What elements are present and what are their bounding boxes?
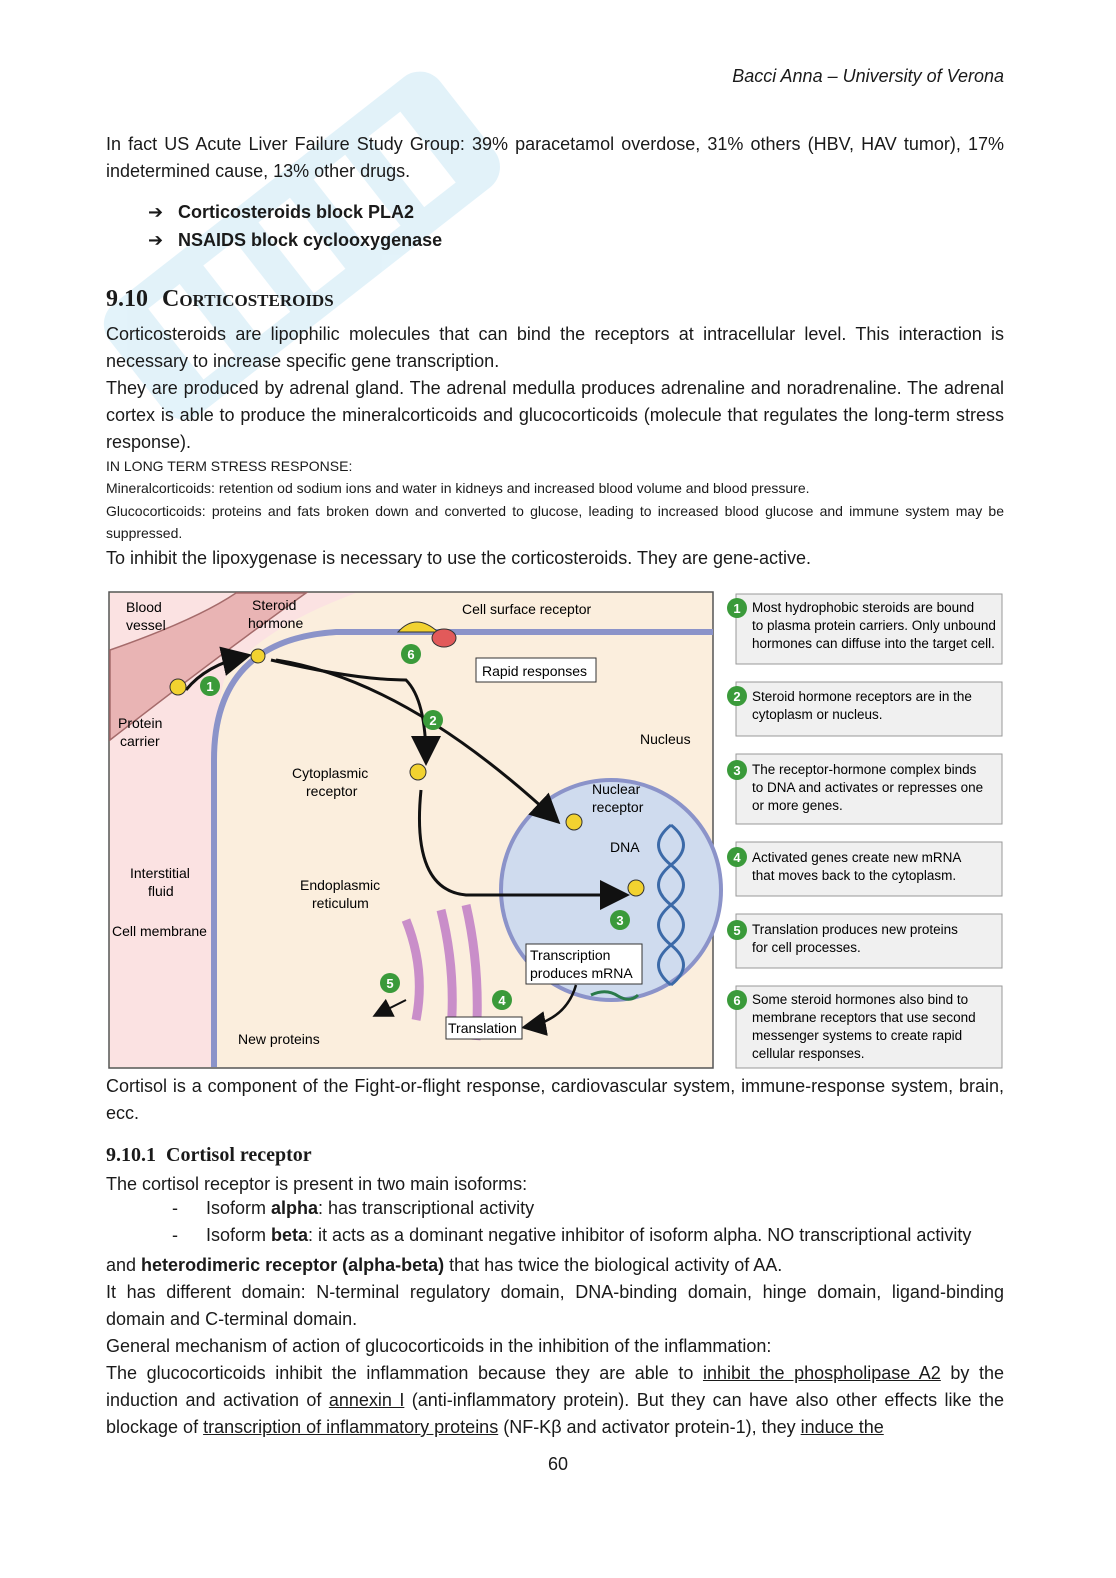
svg-text:membrane receptors that use se: membrane receptors that use second [752, 1010, 976, 1025]
label-dna: DNA [610, 839, 640, 855]
svg-text:for cell processes.: for cell processes. [752, 940, 861, 955]
membrane-enzyme [432, 629, 456, 647]
list-item: - Isoform beta: it acts as a dominant negative inhibitor of isoform alpha. NO transcriptional activity [172, 1225, 972, 1245]
step-marker [200, 676, 220, 696]
label-new-proteins: New proteins [238, 1031, 320, 1047]
arrow-icon: ➔ [148, 202, 164, 222]
svg-text:3: 3 [616, 913, 624, 928]
legend-step-2 [727, 682, 1002, 736]
svg-text:1: 1 [206, 679, 214, 694]
cytoplasmic-receptor [410, 764, 426, 780]
svg-text:carrier: carrier [120, 733, 160, 749]
svg-text:to DNA and activates or repres: to DNA and activates or represses one [752, 780, 984, 795]
paragraph: General mechanism of action of glucocorticoids in the inhibition of the inflammation: [106, 1336, 772, 1356]
step-marker [492, 990, 512, 1010]
paragraph: Cortisol is a component of the Fight-or-flight response, cardiovascular system, immune-response system, brain, ecc. [106, 1076, 1004, 1123]
svg-text:5: 5 [386, 976, 394, 991]
svg-text:or more genes.: or more genes. [752, 798, 843, 813]
svg-text:cytoplasm or nucleus.: cytoplasm or nucleus. [752, 707, 883, 722]
svg-text:2: 2 [429, 713, 437, 728]
svg-text:4: 4 [733, 850, 741, 865]
svg-text:Some steroid hormones also bin: Some steroid hormones also bind to [752, 992, 969, 1007]
svg-text:hormones can diffuse into the: hormones can diffuse into the target cell. [752, 636, 995, 651]
label-endoplasmic-reticulum: Endoplasmic [300, 877, 381, 893]
svg-text:receptor: receptor [306, 783, 358, 799]
step-marker [401, 644, 421, 664]
intro-paragraph: In fact US Acute Liver Failure Study Group: 39% paracetamol overdose, 31% others (HBV, HAV tumor), 17% indetermined cause, 13% other drugs. [106, 134, 1004, 181]
svg-text:produces mRNA: produces mRNA [530, 965, 633, 981]
legend-step-6 [727, 986, 1002, 1068]
svg-text:6: 6 [733, 993, 741, 1008]
paragraph: They are produced by adrenal gland. The adrenal medulla produces adrenaline and noradrenaline. The adrenal cortex is able to produce the mineralcorticoids and glucocorticoids (molecule that regulates the long-term stress response). [106, 378, 1004, 452]
paragraph: The cortisol receptor is present in two main isoforms: [106, 1174, 528, 1194]
section-heading: 9.10 Corticosteroids [106, 286, 334, 312]
nuclear-receptor [566, 814, 582, 830]
arrow-item: ➔ Corticosteroids block PLA2 [148, 202, 415, 222]
legend-step-1 [727, 594, 1002, 664]
label-translation: Translation [448, 1020, 517, 1036]
small-text: IN LONG TERM STRESS RESPONSE: [106, 458, 353, 474]
svg-text:reticulum: reticulum [312, 895, 369, 911]
paragraph: Corticosteroids are lipophilic molecules that can bind the receptors at intracellular level. This interaction is necessary to increase specific gene transcription. [106, 324, 1004, 371]
svg-text:Translation produces new prote: Translation produces new proteins [752, 922, 958, 937]
hormone-receptor-complex [628, 880, 644, 896]
steroid-hormone-figure [106, 590, 1006, 1072]
step-marker [610, 910, 630, 930]
page-number: 60 [547, 1454, 569, 1474]
label-transcription: Transcription [530, 947, 611, 963]
svg-text:hormone: hormone [248, 615, 304, 631]
svg-text:to plasma protein carriers. On: to plasma protein carriers. Only unbound [752, 618, 996, 633]
paragraph: and heterodimeric receptor (alpha-beta) that has twice the biological activity of AA. [106, 1255, 783, 1275]
svg-text:cellular responses.: cellular responses. [752, 1046, 865, 1061]
legend-step-3 [727, 754, 1002, 824]
label-rapid-responses: Rapid responses [482, 663, 588, 679]
protein-carrier [170, 679, 186, 695]
paragraph: The glucocorticoids inhibit the inflammation because they are able to inhibit the phospholipase A2 by the induction and activation of annexin I (anti-inflammatory protein). But they can have also other effects like the blockage of transcription of inflammatory proteins (NF-Kβ and activator protein-1), they induce the [106, 1363, 1004, 1437]
svg-text:5: 5 [733, 923, 741, 938]
page-header: Bacci Anna – University of Verona [732, 66, 1004, 86]
svg-text:messenger systems to create ra: messenger systems to create rapid [752, 1028, 963, 1043]
label-blood-vessel: Blood [126, 599, 162, 615]
paragraph: To inhibit the lipoxygenase is necessary to use the corticosteroids. They are gene-active. [106, 548, 812, 568]
svg-text:receptor: receptor [592, 799, 644, 815]
svg-text:that moves back to the cytopla: that moves back to the cytoplasm. [752, 868, 957, 883]
legend-step-4 [727, 842, 1002, 896]
label-interstitial-fluid: Interstitial [130, 865, 190, 881]
svg-text:4: 4 [498, 993, 506, 1008]
svg-text:6: 6 [407, 647, 415, 662]
arrow-icon: ➔ [148, 230, 164, 250]
small-text: Mineralcorticoids: retention od sodium ions and water in kidneys and increased blood volume and blood pressure. [106, 480, 810, 496]
label-cytoplasmic-receptor: Cytoplasmic [292, 765, 369, 781]
small-text: Glucocorticoids: proteins and fats broken down and converted to glucose, leading to increased blood glucose and immune system may be suppressed. [106, 503, 1004, 541]
legend-step-5 [727, 914, 1002, 968]
step-marker [423, 710, 443, 730]
label-cell-membrane: Cell membrane [112, 923, 207, 939]
label-nucleus: Nucleus [640, 731, 691, 747]
arrow-item: ➔ NSAIDS block cyclooxygenase [148, 230, 443, 250]
label-protein-carrier: Protein [118, 715, 163, 731]
svg-text:The receptor-hormone complex b: The receptor-hormone complex binds [752, 762, 977, 777]
svg-text:Steroid hormone receptors are: Steroid hormone receptors are in the [752, 689, 972, 704]
label-nuclear-receptor: Nuclear [592, 781, 641, 797]
label-cell-surface-receptor: Cell surface receptor [462, 601, 592, 617]
svg-text:Activated genes create new mRN: Activated genes create new mRNA [752, 850, 962, 865]
svg-text:Most hydrophobic steroids are: Most hydrophobic steroids are bound [752, 600, 975, 615]
steroid-hormone-molecule [251, 649, 265, 663]
svg-text:vessel: vessel [126, 617, 166, 633]
list-item: - Isoform alpha: has transcriptional activity [172, 1198, 535, 1218]
svg-text:1: 1 [733, 601, 741, 616]
svg-text:2: 2 [733, 689, 741, 704]
paragraph: It has different domain: N-terminal regulatory domain, DNA-binding domain, hinge domain, ligand-binding domain and C-terminal domain. [106, 1282, 1004, 1329]
subsection-heading: 9.10.1 Cortisol receptor [106, 1144, 312, 1166]
step-marker [380, 973, 400, 993]
svg-text:3: 3 [733, 763, 741, 778]
svg-text:fluid: fluid [148, 883, 174, 899]
label-steroid-hormone: Steroid [252, 597, 297, 613]
